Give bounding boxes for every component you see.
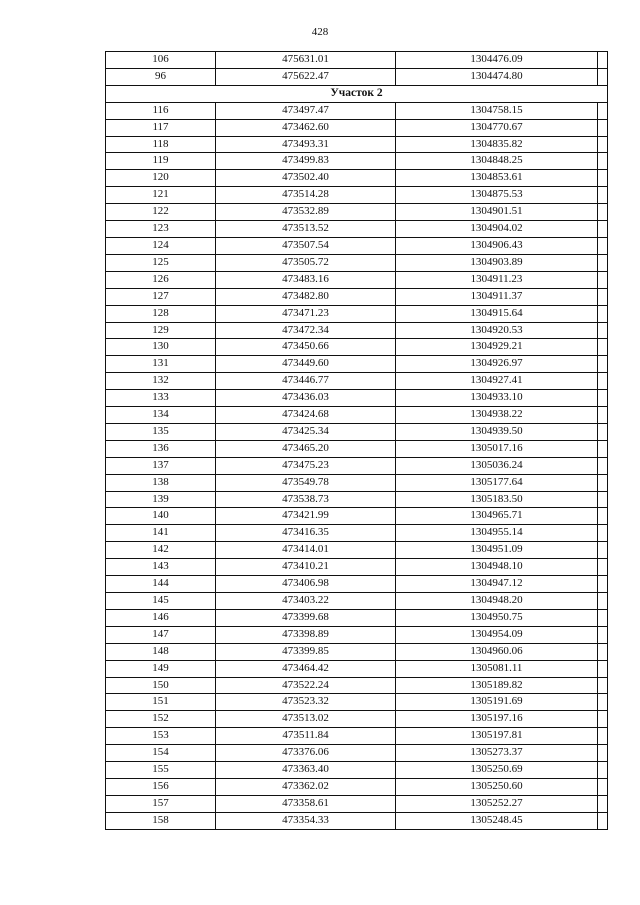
- table-edge-cell: [598, 728, 608, 745]
- table-row: [106, 728, 608, 745]
- x-coordinate-cell: 473449.60: [216, 356, 396, 373]
- table-row: [106, 508, 608, 525]
- x-coordinate-cell: 475622.47: [216, 68, 396, 85]
- table-edge-cell: [598, 745, 608, 762]
- table-row: [106, 407, 608, 424]
- table-edge-cell: [598, 153, 608, 170]
- x-coordinate-cell: 473471.23: [216, 305, 396, 322]
- point-number-cell: 125: [106, 254, 216, 271]
- y-coordinate-cell: 1305197.81: [396, 728, 598, 745]
- y-coordinate-cell: 1304848.25: [396, 153, 598, 170]
- table-row: [106, 102, 608, 119]
- table-row: [106, 288, 608, 305]
- y-coordinate-cell: 1304903.89: [396, 254, 598, 271]
- x-coordinate-cell: 473511.84: [216, 728, 396, 745]
- table-row: [106, 491, 608, 508]
- x-coordinate-cell: 473425.34: [216, 423, 396, 440]
- point-number-cell: 149: [106, 660, 216, 677]
- y-coordinate-cell: 1304911.23: [396, 271, 598, 288]
- table-row: [106, 609, 608, 626]
- table-row: [106, 339, 608, 356]
- y-coordinate-cell: 1305250.60: [396, 778, 598, 795]
- point-number-cell: 134: [106, 407, 216, 424]
- table-row: [106, 305, 608, 322]
- table-edge-cell: [598, 626, 608, 643]
- table-row: [106, 119, 608, 136]
- table-edge-cell: [598, 423, 608, 440]
- x-coordinate-cell: 473414.01: [216, 542, 396, 559]
- x-coordinate-cell: 473424.68: [216, 407, 396, 424]
- table-row: [106, 542, 608, 559]
- coordinates-table-body: [106, 52, 608, 830]
- y-coordinate-cell: 1304758.15: [396, 102, 598, 119]
- x-coordinate-cell: 473436.03: [216, 390, 396, 407]
- table-edge-cell: [598, 778, 608, 795]
- point-number-cell: 133: [106, 390, 216, 407]
- x-coordinate-cell: 473362.02: [216, 778, 396, 795]
- table-edge-cell: [598, 491, 608, 508]
- point-number-cell: 118: [106, 136, 216, 153]
- x-coordinate-cell: 473523.32: [216, 694, 396, 711]
- table-edge-cell: [598, 271, 608, 288]
- table-row: [106, 254, 608, 271]
- point-number-cell: 128: [106, 305, 216, 322]
- x-coordinate-cell: 473410.21: [216, 559, 396, 576]
- y-coordinate-cell: 1305189.82: [396, 677, 598, 694]
- point-number-cell: 151: [106, 694, 216, 711]
- table-edge-cell: [598, 119, 608, 136]
- table-row: [106, 271, 608, 288]
- y-coordinate-cell: 1304927.41: [396, 373, 598, 390]
- point-number-cell: 150: [106, 677, 216, 694]
- table-edge-cell: [598, 457, 608, 474]
- y-coordinate-cell: 1304933.10: [396, 390, 598, 407]
- table-edge-cell: [598, 660, 608, 677]
- point-number-cell: 156: [106, 778, 216, 795]
- y-coordinate-cell: 1305252.27: [396, 795, 598, 812]
- table-edge-cell: [598, 440, 608, 457]
- table-row: [106, 52, 608, 69]
- x-coordinate-cell: 473421.99: [216, 508, 396, 525]
- table-row: [106, 525, 608, 542]
- point-number-cell: 131: [106, 356, 216, 373]
- point-number-cell: 141: [106, 525, 216, 542]
- table-edge-cell: [598, 812, 608, 829]
- table-row: [106, 812, 608, 829]
- table-edge-cell: [598, 102, 608, 119]
- x-coordinate-cell: 473538.73: [216, 491, 396, 508]
- x-coordinate-cell: 473513.52: [216, 221, 396, 238]
- point-number-cell: 123: [106, 221, 216, 238]
- y-coordinate-cell: 1304939.50: [396, 423, 598, 440]
- table-row: [106, 762, 608, 779]
- table-row: [106, 593, 608, 610]
- y-coordinate-cell: 1305197.16: [396, 711, 598, 728]
- x-coordinate-cell: 473406.98: [216, 576, 396, 593]
- section-header-row: [106, 85, 608, 102]
- x-coordinate-cell: 473403.22: [216, 593, 396, 610]
- y-coordinate-cell: 1304853.61: [396, 170, 598, 187]
- table-edge-cell: [598, 559, 608, 576]
- point-number-cell: 154: [106, 745, 216, 762]
- point-number-cell: 145: [106, 593, 216, 610]
- y-coordinate-cell: 1305183.50: [396, 491, 598, 508]
- y-coordinate-cell: 1304954.09: [396, 626, 598, 643]
- table-row: [106, 711, 608, 728]
- coordinates-table: [105, 51, 608, 830]
- y-coordinate-cell: 1304906.43: [396, 237, 598, 254]
- y-coordinate-cell: 1304770.67: [396, 119, 598, 136]
- y-coordinate-cell: 1304835.82: [396, 136, 598, 153]
- table-row: [106, 660, 608, 677]
- y-coordinate-cell: 1304875.53: [396, 187, 598, 204]
- point-number-cell: 130: [106, 339, 216, 356]
- table-edge-cell: [598, 170, 608, 187]
- table-edge-cell: [598, 525, 608, 542]
- x-coordinate-cell: 473358.61: [216, 795, 396, 812]
- table-edge-cell: [598, 204, 608, 221]
- y-coordinate-cell: 1305036.24: [396, 457, 598, 474]
- point-number-cell: 143: [106, 559, 216, 576]
- table-edge-cell: [598, 339, 608, 356]
- table-row: [106, 68, 608, 85]
- table-row: [106, 322, 608, 339]
- x-coordinate-cell: 473482.80: [216, 288, 396, 305]
- table-edge-cell: [598, 677, 608, 694]
- y-coordinate-cell: 1304474.80: [396, 68, 598, 85]
- point-number-cell: 129: [106, 322, 216, 339]
- x-coordinate-cell: 473522.24: [216, 677, 396, 694]
- point-number-cell: 124: [106, 237, 216, 254]
- table-edge-cell: [598, 576, 608, 593]
- table-row: [106, 237, 608, 254]
- page-number: 428: [311, 26, 329, 38]
- point-number-cell: 139: [106, 491, 216, 508]
- table-row: [106, 390, 608, 407]
- y-coordinate-cell: 1304950.75: [396, 609, 598, 626]
- y-coordinate-cell: 1305248.45: [396, 812, 598, 829]
- y-coordinate-cell: 1305017.16: [396, 440, 598, 457]
- point-number-cell: 135: [106, 423, 216, 440]
- x-coordinate-cell: 473497.47: [216, 102, 396, 119]
- table-row: [106, 778, 608, 795]
- table-edge-cell: [598, 288, 608, 305]
- table-row: [106, 373, 608, 390]
- point-number-cell: 126: [106, 271, 216, 288]
- table-edge-cell: [598, 52, 608, 69]
- table-edge-cell: [598, 305, 608, 322]
- point-number-cell: 119: [106, 153, 216, 170]
- table-edge-cell: [598, 694, 608, 711]
- x-coordinate-cell: 473462.60: [216, 119, 396, 136]
- y-coordinate-cell: 1304951.09: [396, 542, 598, 559]
- x-coordinate-cell: 473493.31: [216, 136, 396, 153]
- x-coordinate-cell: 473363.40: [216, 762, 396, 779]
- y-coordinate-cell: 1304929.21: [396, 339, 598, 356]
- point-number-cell: 148: [106, 643, 216, 660]
- x-coordinate-cell: 473513.02: [216, 711, 396, 728]
- y-coordinate-cell: 1304920.53: [396, 322, 598, 339]
- table-row: [106, 559, 608, 576]
- x-coordinate-cell: 473483.16: [216, 271, 396, 288]
- x-coordinate-cell: 473507.54: [216, 237, 396, 254]
- table-row: [106, 153, 608, 170]
- y-coordinate-cell: 1304960.06: [396, 643, 598, 660]
- table-edge-cell: [598, 711, 608, 728]
- table-edge-cell: [598, 407, 608, 424]
- table-row: [106, 576, 608, 593]
- table-row: [106, 136, 608, 153]
- x-coordinate-cell: 473465.20: [216, 440, 396, 457]
- table-edge-cell: [598, 762, 608, 779]
- point-number-cell: 152: [106, 711, 216, 728]
- table-edge-cell: [598, 643, 608, 660]
- table-row: [106, 440, 608, 457]
- y-coordinate-cell: 1305273.37: [396, 745, 598, 762]
- point-number-cell: 140: [106, 508, 216, 525]
- point-number-cell: 155: [106, 762, 216, 779]
- y-coordinate-cell: 1304938.22: [396, 407, 598, 424]
- table-row: [106, 745, 608, 762]
- x-coordinate-cell: 473505.72: [216, 254, 396, 271]
- table-edge-cell: [598, 508, 608, 525]
- point-number-cell: 96: [106, 68, 216, 85]
- table-edge-cell: [598, 356, 608, 373]
- y-coordinate-cell: 1304926.97: [396, 356, 598, 373]
- y-coordinate-cell: 1304911.37: [396, 288, 598, 305]
- y-coordinate-cell: 1304965.71: [396, 508, 598, 525]
- x-coordinate-cell: 473446.77: [216, 373, 396, 390]
- point-number-cell: 127: [106, 288, 216, 305]
- x-coordinate-cell: 473399.85: [216, 643, 396, 660]
- table-row: [106, 643, 608, 660]
- point-number-cell: 147: [106, 626, 216, 643]
- x-coordinate-cell: 473532.89: [216, 204, 396, 221]
- table-row: [106, 423, 608, 440]
- x-coordinate-cell: 473450.66: [216, 339, 396, 356]
- point-number-cell: 158: [106, 812, 216, 829]
- y-coordinate-cell: 1305177.64: [396, 474, 598, 491]
- x-coordinate-cell: 473499.83: [216, 153, 396, 170]
- table-edge-cell: [598, 322, 608, 339]
- point-number-cell: 122: [106, 204, 216, 221]
- y-coordinate-cell: 1304948.20: [396, 593, 598, 610]
- table-row: [106, 474, 608, 491]
- table-row: [106, 356, 608, 373]
- point-number-cell: 136: [106, 440, 216, 457]
- table-edge-cell: [598, 390, 608, 407]
- x-coordinate-cell: 473549.78: [216, 474, 396, 491]
- point-number-cell: 157: [106, 795, 216, 812]
- point-number-cell: 117: [106, 119, 216, 136]
- table-edge-cell: [598, 187, 608, 204]
- section-title: Участок 2: [106, 85, 608, 102]
- x-coordinate-cell: 473399.68: [216, 609, 396, 626]
- x-coordinate-cell: 473464.42: [216, 660, 396, 677]
- table-edge-cell: [598, 373, 608, 390]
- x-coordinate-cell: 473376.06: [216, 745, 396, 762]
- point-number-cell: 120: [106, 170, 216, 187]
- y-coordinate-cell: 1304955.14: [396, 525, 598, 542]
- table-edge-cell: [598, 609, 608, 626]
- point-number-cell: 142: [106, 542, 216, 559]
- table-edge-cell: [598, 237, 608, 254]
- table-edge-cell: [598, 474, 608, 491]
- y-coordinate-cell: 1304476.09: [396, 52, 598, 69]
- x-coordinate-cell: 473354.33: [216, 812, 396, 829]
- x-coordinate-cell: 473502.40: [216, 170, 396, 187]
- y-coordinate-cell: 1304904.02: [396, 221, 598, 238]
- point-number-cell: 137: [106, 457, 216, 474]
- table-edge-cell: [598, 68, 608, 85]
- y-coordinate-cell: 1305191.69: [396, 694, 598, 711]
- y-coordinate-cell: 1304948.10: [396, 559, 598, 576]
- point-number-cell: 132: [106, 373, 216, 390]
- y-coordinate-cell: 1304947.12: [396, 576, 598, 593]
- table-row: [106, 626, 608, 643]
- point-number-cell: 116: [106, 102, 216, 119]
- table-edge-cell: [598, 136, 608, 153]
- table-edge-cell: [598, 254, 608, 271]
- point-number-cell: 146: [106, 609, 216, 626]
- x-coordinate-cell: 473416.35: [216, 525, 396, 542]
- x-coordinate-cell: 473475.23: [216, 457, 396, 474]
- table-edge-cell: [598, 542, 608, 559]
- table-row: [106, 694, 608, 711]
- point-number-cell: 121: [106, 187, 216, 204]
- table-row: [106, 677, 608, 694]
- y-coordinate-cell: 1304915.64: [396, 305, 598, 322]
- x-coordinate-cell: 473472.34: [216, 322, 396, 339]
- x-coordinate-cell: 473514.28: [216, 187, 396, 204]
- table-row: [106, 221, 608, 238]
- table-edge-cell: [598, 221, 608, 238]
- table-row: [106, 170, 608, 187]
- y-coordinate-cell: 1304901.51: [396, 204, 598, 221]
- table-edge-cell: [598, 795, 608, 812]
- point-number-cell: 144: [106, 576, 216, 593]
- table-row: [106, 457, 608, 474]
- x-coordinate-cell: 475631.01: [216, 52, 396, 69]
- table-row: [106, 795, 608, 812]
- table-edge-cell: [598, 593, 608, 610]
- y-coordinate-cell: 1305081.11: [396, 660, 598, 677]
- x-coordinate-cell: 473398.89: [216, 626, 396, 643]
- table-row: [106, 204, 608, 221]
- point-number-cell: 138: [106, 474, 216, 491]
- point-number-cell: 106: [106, 52, 216, 69]
- table-row: [106, 187, 608, 204]
- y-coordinate-cell: 1305250.69: [396, 762, 598, 779]
- point-number-cell: 153: [106, 728, 216, 745]
